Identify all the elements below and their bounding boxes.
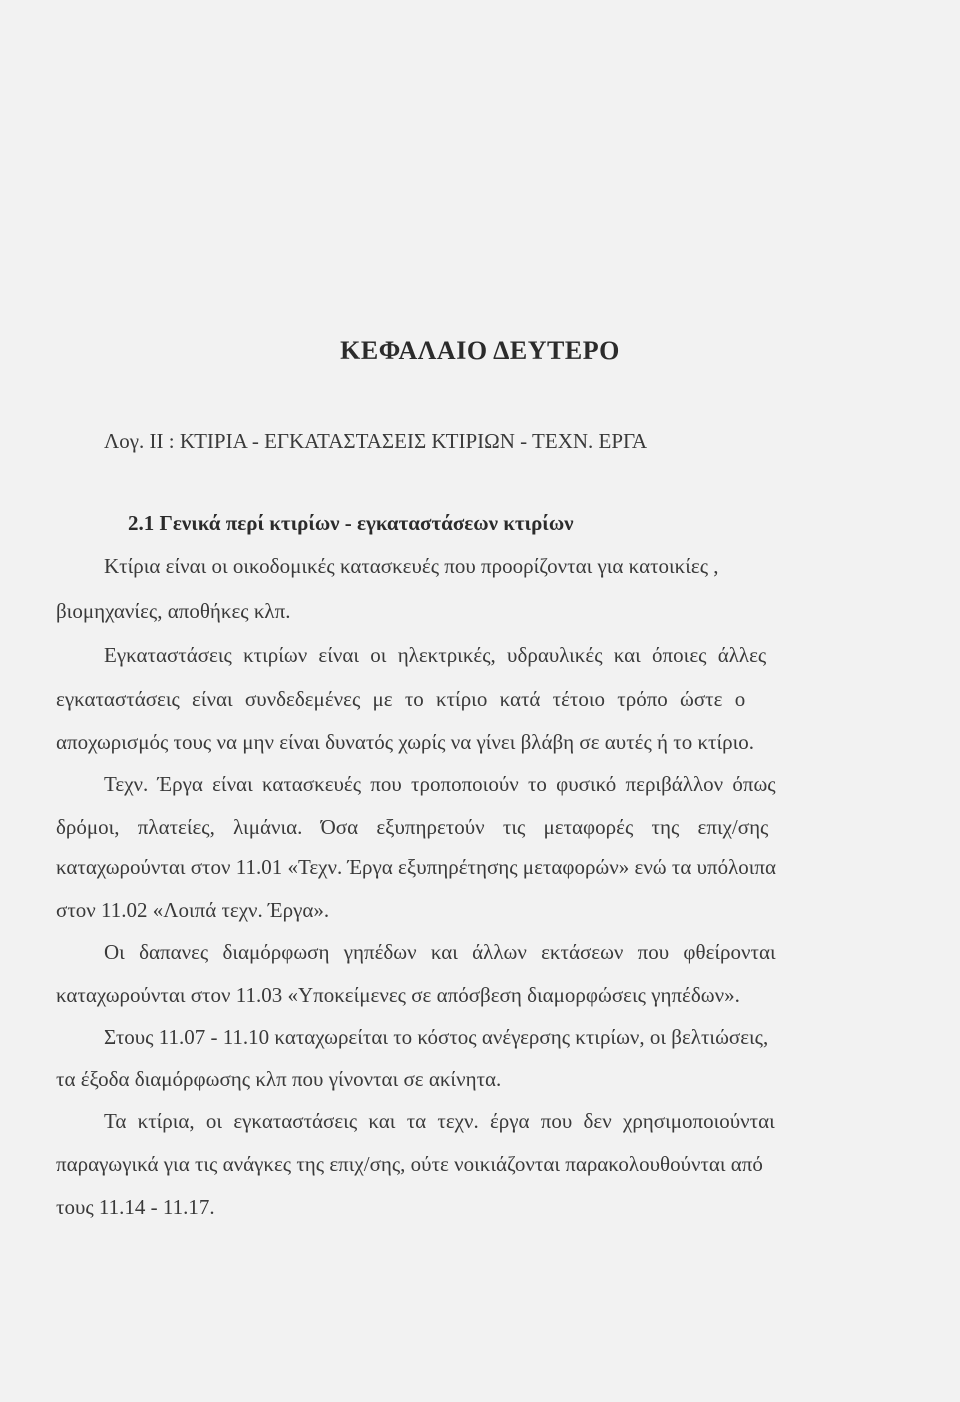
chapter-title: ΚΕΦΑΛΑΙΟ ΔΕΥΤΕΡΟ: [340, 336, 620, 365]
paragraph-line: Τα κτίρια, οι εγκαταστάσεις και τα τεχν. έργα που δεν χρησιμοποιούνται: [104, 1109, 775, 1133]
paragraph-line: βιομηχανίες, αποθήκες κλπ.: [56, 599, 291, 623]
paragraph-line: καταχωρούνται στον 11.01 «Τεχν. Έργα εξυπηρέτησης μεταφορών» ενώ τα υπόλοιπα: [56, 855, 777, 879]
paragraph-line: Εγκαταστάσεις κτιρίων είναι οι ηλεκτρικές, υδραυλικές και όποιες άλλες: [104, 643, 767, 667]
paragraph-line: παραγωγικά για τις ανάγκες της επιχ/σης, ούτε νοικιάζονται παρακολουθούνται από: [56, 1152, 763, 1176]
paragraph-line: δρόμοι, πλατείες, λιμάνια. Όσα εξυπηρετούν τις μεταφορές της επιχ/σης: [56, 815, 769, 839]
account-line: Λογ. ΙΙ : ΚΤΙΡΙΑ - ΕΓΚΑΤΑΣΤΑΣΕΙΣ ΚΤΙΡΙΩΝ - ΤΕΧΝ. ΕΡΓΑ: [104, 429, 648, 453]
paragraph-line: τους 11.14 - 11.17.: [56, 1195, 215, 1219]
paragraph-line: Κτίρια είναι οι οικοδομικές κατασκευές που προορίζονται για κατοικίες ,: [104, 554, 719, 578]
paragraph-line: Στους 11.07 - 11.10 καταχωρείται το κόστος ανέγερσης κτιρίων, οι βελτιώσεις,: [104, 1025, 769, 1049]
paragraph-line: εγκαταστάσεις είναι συνδεδεμένες με το κτίριο κατά τέτοιο τρόπο ώστε ο: [56, 687, 746, 711]
paragraph-line: τα έξοδα διαμόρφωσης κλπ που γίνονται σε ακίνητα.: [56, 1067, 502, 1091]
paragraph-line: Οι δαπανες διαμόρφωση γηπέδων και άλλων εκτάσεων που φθείρονται: [104, 940, 776, 964]
paragraph-line: στον 11.02 «Λοιπά τεχν. Έργα».: [56, 898, 330, 922]
paragraph-line: Τεχν. Έργα είναι κατασκευές που τροποποιούν το φυσικό περιβάλλον όπως: [104, 772, 776, 796]
paragraph-line: αποχωρισμός τους να μην είναι δυνατός χωρίς να γίνει βλάβη σε αυτές ή το κτίριο.: [56, 730, 754, 754]
section-heading: 2.1 Γενικά περί κτιρίων - εγκαταστάσεων κτιρίων: [128, 511, 574, 535]
paragraph-line: καταχωρούνται στον 11.03 «Υποκείμενες σε απόσβεση διαμορφώσεις γηπέδων».: [56, 983, 740, 1007]
